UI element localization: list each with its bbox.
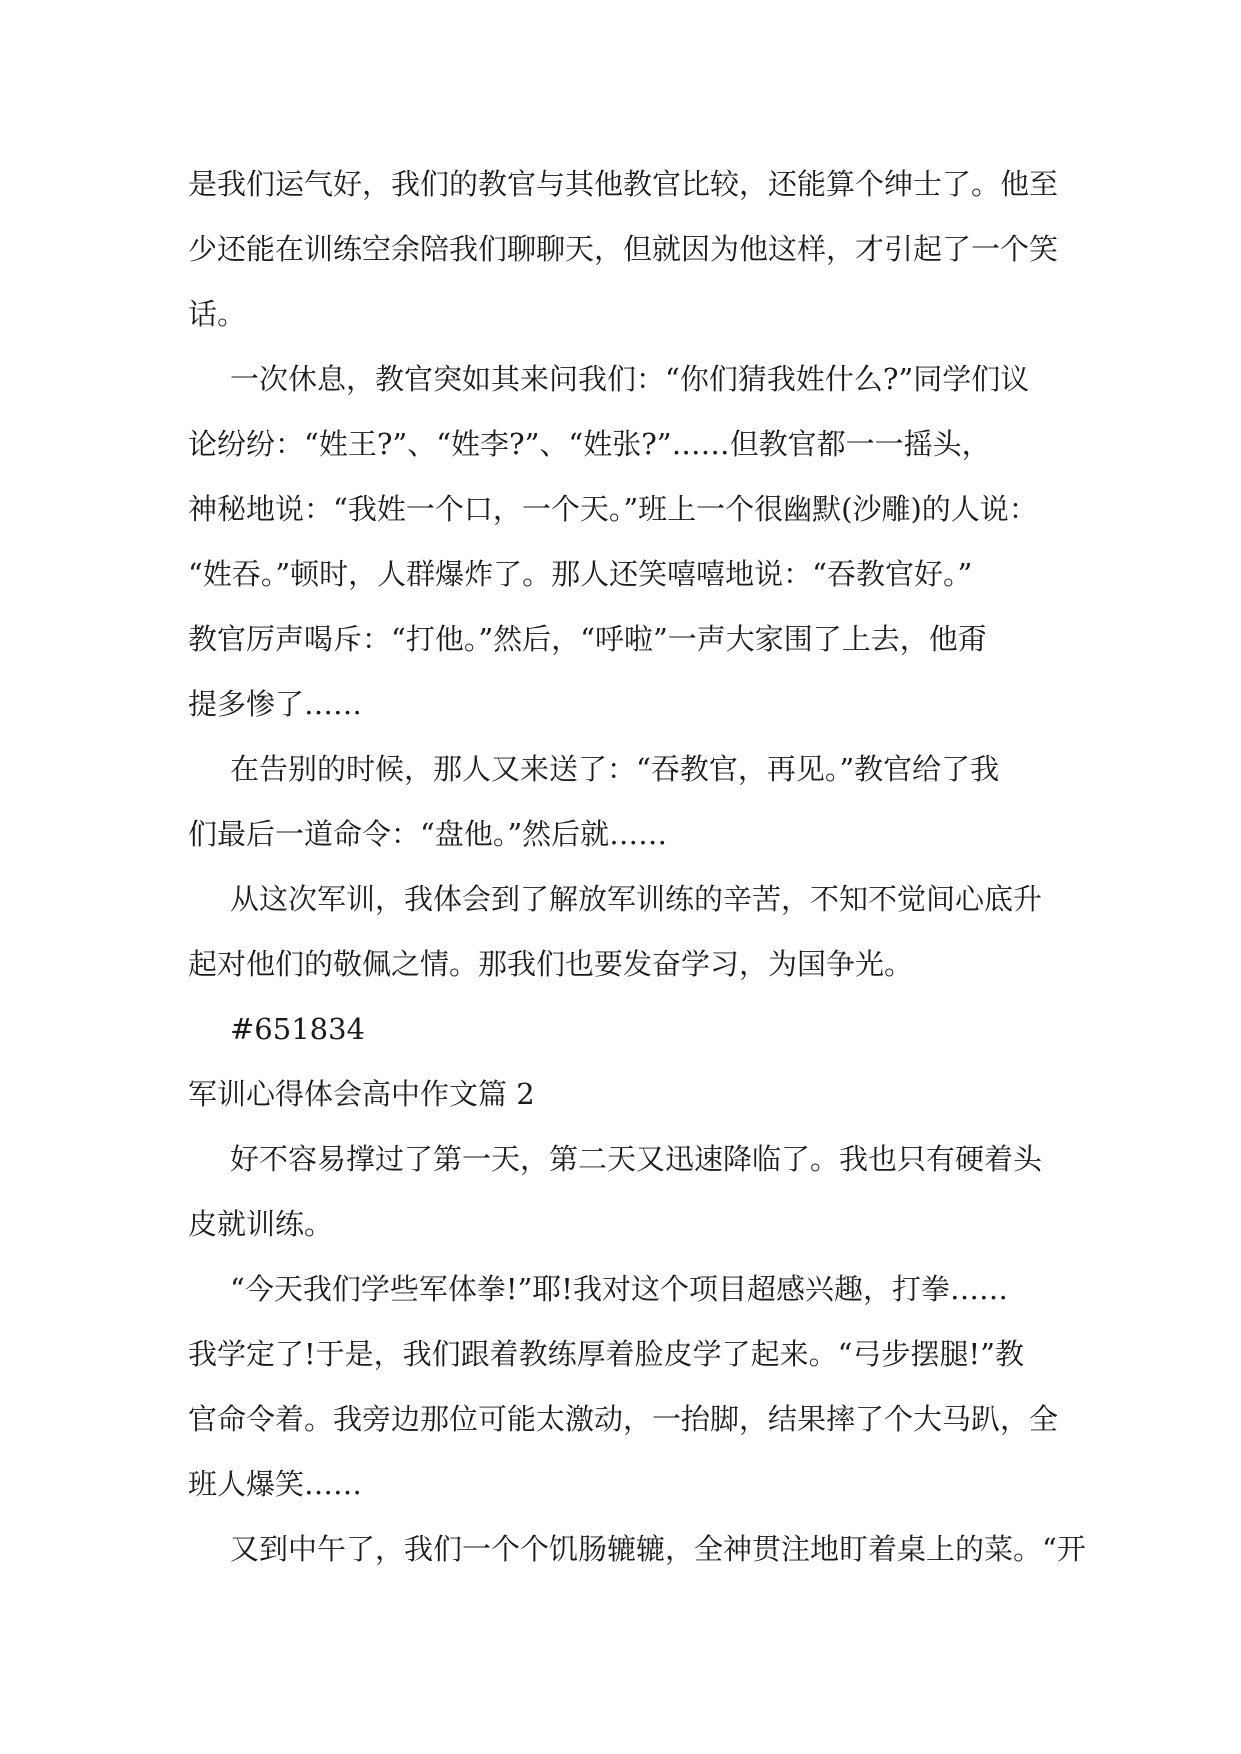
text-line: 又到中午了，我们一个个饥肠辘辘，全神贯注地盯着桌上的菜。“开 — [230, 1532, 1086, 1566]
text-line: 教官厉声喝斥：“打他。”然后，“呼啦”一声大家围了上去，他甭 — [188, 622, 987, 656]
text-line: 皮就训练。 — [188, 1207, 334, 1241]
text-line: 我学定了!于是，我们跟着教练厚着脸皮学了起来。“弓步摆腿!”教 — [188, 1337, 1024, 1371]
text-line: 起对他们的敬佩之情。那我们也要发奋学习，为国争光。 — [188, 947, 914, 981]
text-line: 从这次军训，我体会到了解放军训练的辛苦，不知不觉间心底升 — [230, 882, 1043, 916]
text-line: 提多惨了…… — [188, 687, 363, 721]
text-line: 话。 — [188, 297, 247, 331]
text-line: 论纷纷：“姓王?”、“姓李?”、“姓张?”……但教官都一一摇头， — [188, 427, 991, 461]
text-line: 班人爆笑…… — [188, 1467, 363, 1501]
text-line: #651834 — [230, 1012, 366, 1046]
section-heading: 军训心得体会高中作文篇 2 — [188, 1077, 535, 1111]
text-line: 在告别的时候，那人又来送了：“吞教官，再见。”教官给了我 — [230, 752, 1000, 786]
text-line: “姓吞。”顿时，人群爆炸了。那人还笑嘻嘻地说：“吞教官好。” — [188, 557, 973, 591]
text-line: 官命令着。我旁边那位可能太激动，一抬脚，结果摔了个大马趴，全 — [188, 1402, 1059, 1436]
text-line: 好不容易撑过了第一天，第二天又迅速降临了。我也只有硬着头 — [230, 1142, 1043, 1176]
text-line: 少还能在训练空余陪我们聊聊天，但就因为他这样，才引起了一个笑 — [188, 232, 1059, 266]
text-line: 一次休息，教官突如其来问我们：“你们猜我姓什么?”同学们议 — [230, 362, 1030, 396]
text-line: “今天我们学些军体拳!”耶!我对这个项目超感兴趣，打拳…… — [230, 1272, 1008, 1306]
text-line: 们最后一道命令：“盘他。”然后就…… — [188, 817, 668, 851]
text-line: 是我们运气好，我们的教官与其他教官比较，还能算个绅士了。他至 — [188, 167, 1059, 201]
text-line: 神秘地说：“我姓一个口，一个天。”班上一个很幽默(沙雕)的人说： — [188, 492, 1038, 526]
